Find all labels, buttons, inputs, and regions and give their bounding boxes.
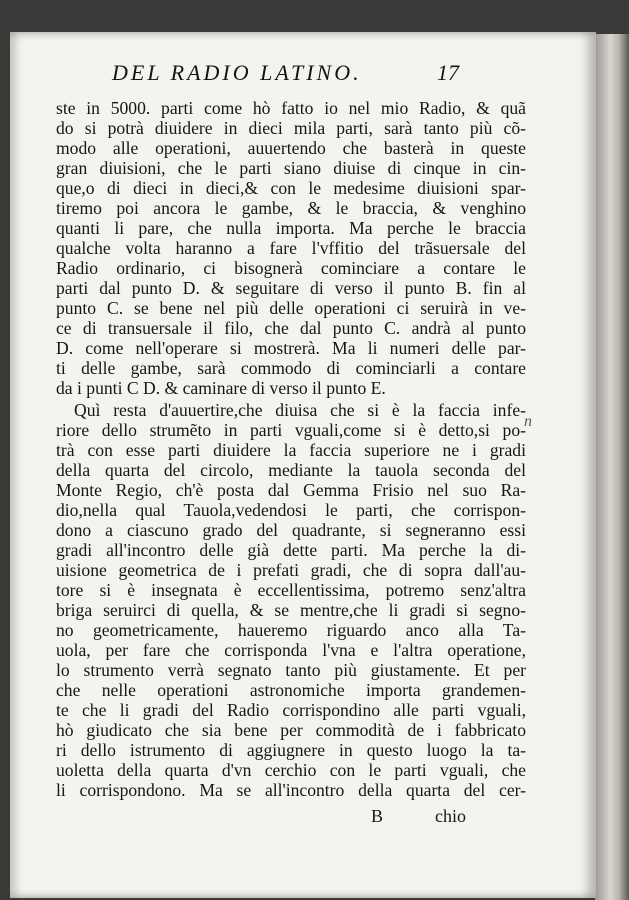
text-line: quanti li pare, che nulla importa. Ma perche le braccia — [56, 218, 526, 238]
catchword: chio — [435, 806, 466, 826]
text-line: te che li gradi del Radio corrispondino alle parti vguali, — [56, 700, 526, 720]
text-line: tore si è insegnata è eccellentissima, potremo senz'altra — [56, 580, 526, 600]
text-line: uola, per fare che corrisponda l'vna e l'altra operatione, — [56, 640, 526, 660]
text-line: dio,nella qual Tauola,vedendosi le parti, che corrispon- — [56, 500, 526, 520]
book-spine-edge — [595, 34, 629, 900]
text-line: riore dello strumẽto in parti vguali,come si è detto,si po- — [56, 420, 526, 440]
text-line: della quarta del circolo, mediante la tauola seconda del — [56, 460, 526, 480]
text-line: punto C. se bene nel più delle operationi ci seruirà in ve- — [56, 298, 526, 318]
text-line: gradi all'incontro delle già dette parti. Ma perche la di- — [56, 540, 526, 560]
text-line: da i punti C D. & caminare di verso il punto E. — [56, 378, 386, 398]
text-line: lo strumento verrà segnato tanto più giustamente. Et per — [56, 660, 526, 680]
text-line: Quì resta d'auuertire,che diuisa che si è la faccia infe- — [74, 400, 526, 420]
text-line: Monte Regio, ch'è posta dal Gemma Frisio nel suo Ra- — [56, 480, 526, 500]
text-line: dono a ciascuno grado del quadrante, si segneranno essi — [56, 520, 526, 540]
text-line: gran diuisioni, che le parti siano diuise di cinque in cin- — [56, 158, 526, 178]
text-line: parti dal punto D. & seguitare di verso il punto B. fin al — [56, 278, 526, 298]
text-line: D. come nell'operare si mostrerà. Ma li numeri delle par- — [56, 338, 526, 358]
text-line: tiremo poi ancora le gambe, & le braccia, & venghino — [56, 198, 526, 218]
text-line: Radio ordinario, ci bisognerà cominciare a contare le — [56, 258, 526, 278]
signature-mark: B — [371, 806, 384, 826]
text-line: briga seruirci di quella, & se mentre,che li gradi si segno- — [56, 600, 526, 620]
text-line: li corrispondono. Ma se all'incontro della quarta del cer- — [56, 780, 526, 800]
margin-annotation: n — [524, 413, 532, 430]
text-line: modo alle operationi, auuertendo che basterà in queste — [56, 138, 526, 158]
text-line: uoletta della quarta d'vn cerchio con le parti vguali, che — [56, 760, 526, 780]
text-line: ce di transuersale il filo, che dal punto C. andrà al punto — [56, 318, 526, 338]
text-line: hò giudicato che sia bene per commodità de i fabbricato — [56, 720, 526, 740]
page-number: 17 — [437, 60, 459, 85]
text-line: no geometricamente, haueremo riguardo anco alla Ta- — [56, 620, 526, 640]
text-line: ste in 5000. parti come hò fatto io nel mio Radio, & quã — [56, 98, 526, 118]
text-line: qualche volta haranno a fare l'vffitio del trãsuersale del — [56, 238, 526, 258]
text-line: ri dello istrumento di aggiugnere in questo luogo la ta- — [56, 740, 526, 760]
running-title: DEL RADIO LATINO. — [112, 60, 362, 85]
text-line: che nelle operationi astronomiche importa grandemen- — [56, 680, 526, 700]
text-line: uisione geometrica de i prefati gradi, che di sopra dall'au- — [56, 560, 526, 580]
text-line: que,o di dieci in dieci,& con le medesime diuisioni spar- — [56, 178, 526, 198]
text-line: do si potrà diuidere in dieci mila parti, sarà tanto più cõ- — [56, 118, 526, 138]
text-line: ti delle gambe, sarà commodo di cominciarli a contare — [56, 358, 526, 378]
text-line: trà con esse parti diuidere la faccia superiore ne i gradi — [56, 440, 526, 460]
